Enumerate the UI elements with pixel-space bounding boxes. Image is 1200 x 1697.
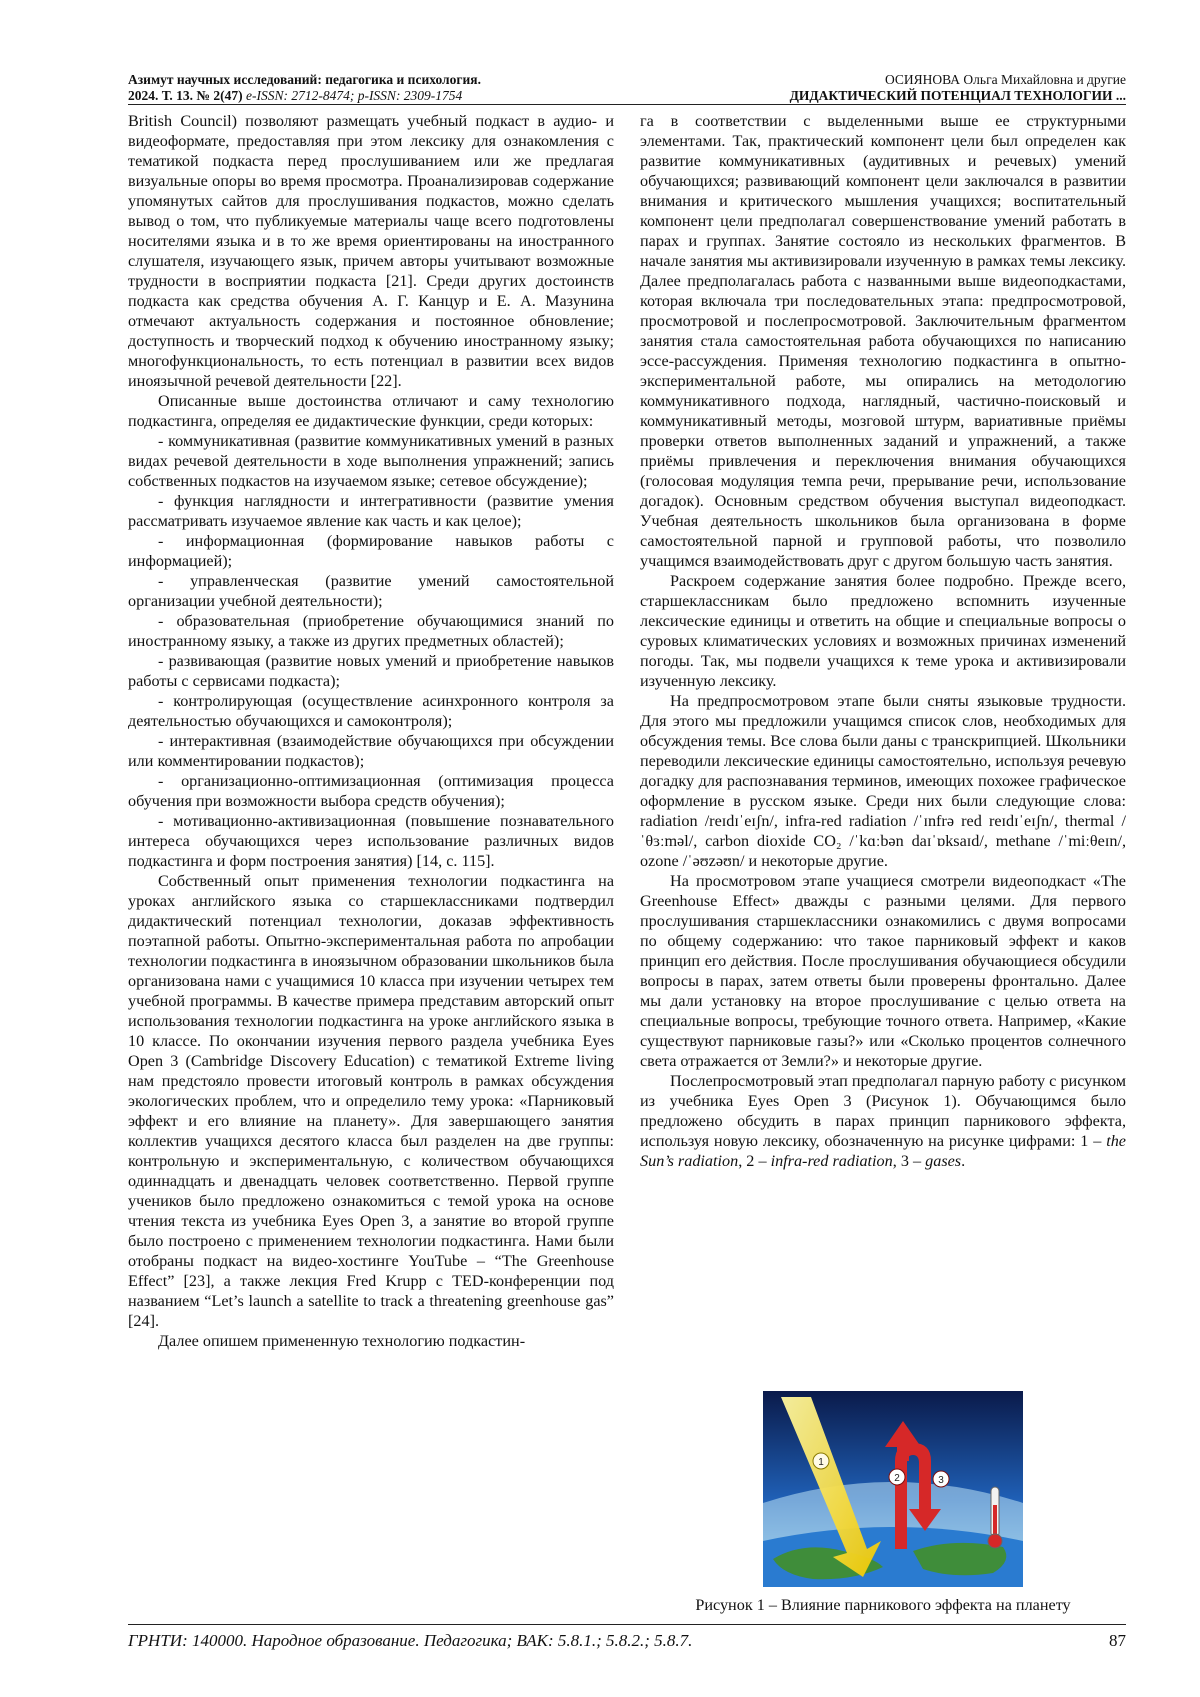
paragraph: Далее опишем примененную технологию подкастин-: [158, 1332, 526, 1350]
list-item: - организационно-оптимизационная (оптимизация процесса обучения при возможности выбора средств обучения);: [128, 772, 614, 810]
paragraph: га в соответствии с выделенными выше ее структурными элементами. Так, практический компонент цели был определен как развитие коммуникативных (аудитивных и речевых) умений обучающихся; развивающий компонент цели заключался в развитии внимания и критического мышления учащихся; воспитательный компонент цели предполагал совершенствование умений работать в парах и группах. Занятие состояло из нескольких фрагментов. В начале занятия мы активизировали изученную в рамках темы лексику. Далее предполагалась работа с названными выше видеоподкастами, которая включала три последовательных этапа: предпросмотровой, просмотровой и послепросмотровой. Заключительным фрагментом занятия стала самостоятельная работа обучающихся по написанию эссе-рассуждения. Применяя технологию подкастинга в опытно-экспериментальной работе, мы опирались на методологию коммуникативного подхода, наглядный, частично-поисковый и коммуникативный методы, мозговой штурм, вариативные приёмы проверки ответов выполненных заданий и упражнений, а также приёмы привлечения и переключения внимания обучающихся (голосовая модуляция темпа речи, прерывание речи, использование догадок). Основным средством обучения выступал видеоподкаст. Учебная деятельность школьников была организована в форме самостоятельной парной и групповой работы, что позволило учащимся взаимодействовать друг с другом большую часть занятия.: [640, 112, 1126, 570]
journal-issue: [128, 88, 481, 104]
list-item: - образовательная (приобретение обучающимися знаний по иностранному языку, а также из других предметных областей);: [128, 612, 614, 650]
paragraph: Описанные выше достоинства отличают и саму технологию подкастинга, определяя ее дидактические функции, среди которых:: [128, 392, 614, 430]
page-footer: [128, 1630, 1126, 1652]
list-item: - контролирующая (осуществление асинхронного контроля за деятельностью обучающихся и самоконтроля);: [128, 692, 614, 730]
paragraph: На просмотровом этапе учащиеся смотрели видеоподкаст «The Greenhouse Effect» дважды с разными целями. Для первого прослушивания старшеклассники ознакомились с двумя вопросами по общему содержанию: что такое парниковый эффект и каков принцип его действия. После прослушивания обучающиеся обсудили вопросы в парах, затем ответы были проверены фронтально. Далее мы дали установку на второе прослушивание с целью ответа на специальные вопросы, требующие точного ответа. Например, «Какие существуют парниковые газы?» или «Сколько процентов солнечного света отражается от Земли?» и некоторые другие.: [640, 872, 1126, 1070]
term-suns-radiation: the Sun’s radiation: [640, 1132, 1126, 1170]
list-item: - развивающая (развитие новых умений и приобретение навыков работы с сервисами подкаста);: [128, 652, 614, 690]
volume: 2024. Т. 13. № 2(47): [128, 88, 243, 103]
list-item: - мотивационно-активизационная (повышение познавательного интереса обучающихся через использование различных видов подкастинга и форм построения занятия) [14, с. 115].: [128, 812, 614, 870]
paragraph: Раскроем содержание занятия более подробно. Прежде всего, старшеклассникам было предложено вспомнить изученные лексические единицы и ответить на общие и специальные вопросы о суровых климатических условиях и возможных причинах изменений погоды. Так, мы подвели учащихся к теме урока и активизировали изученную лексику.: [640, 572, 1126, 690]
header-divider: [128, 104, 1126, 105]
greenhouse-figure: [763, 1391, 1023, 1587]
figure-label-3: 3: [938, 1475, 944, 1486]
separator: , 3 –: [892, 1152, 926, 1170]
list-item: - управленческая (развитие умений самостоятельной организации учебной деятельности);: [128, 572, 614, 610]
issn: e-ISSN: 2712-8474; p-ISSN: 2309-1754: [245, 88, 463, 103]
list-item: - функция наглядности и интегративности (развитие умения рассматривать изучаемое явление как часть и как целое);: [128, 492, 614, 530]
footer-divider: [128, 1624, 1126, 1625]
paragraph-text: Послепросмотровый этап предполагал парную работу с рисунком из учебника Eyes Open 3 (Рисунок 1). Обучающимся было предложено обсудить в парах принцип парникового эффекта, используя новую лексику, обозначенную на рисунке цифрами: 1 –: [640, 1072, 1126, 1150]
figure-label-2: 2: [894, 1473, 900, 1484]
figure-caption: Рисунок 1 – Влияние парникового эффекта на планету: [695, 1596, 1071, 1614]
page-header: [128, 72, 1126, 106]
separator: , 2 –: [738, 1152, 771, 1170]
paragraph-end: .: [961, 1152, 966, 1170]
journal-info: [128, 72, 481, 104]
paragraph: Собственный опыт применения технологии подкастинга на уроках английского языка со старшеклассниками подтвердил дидактический потенциал технологии, доказав эффективность поэтапной работы. Опытно-экспериментальная работа по апробации технологии подкастинга в иноязычном образовании школьников была организована нами с учащимися 10 класса при изучении четырех тем учебной программы. В качестве примера представим авторский опыт использования технологии подкастинга на уроке английского языка в 10 классе. По окончании изучения первого раздела учебника Eyes Open 3 (Cambridge Discovery Education) с тематикой Extreme living нам предстояло провести итоговый контроль в рамках обсуждения экологических проблем, что и определило тему урока: «Парниковый эффект и его влияние на планету». Для завершающего занятия коллектив учащихся десятого класса был разделен на две группы: контрольную и экспериментальную, с количеством обучающихся одиннадцать и двенадцать человек соответственно. Первой группе учеников было предложено ознакомиться с темой урока на основе чтения текста из учебника Eyes Open 3, а занятие во второй группе было построено с применением технологии подкастинга. Нами были отобраны подкаст на видео-хостинге YouTube – “The Greenhouse Effect” [23], а также лекция Fred Krupp с TED-конференции под названием “Let’s launch a satellite to track a threatening greenhouse gas” [24].: [128, 872, 614, 1330]
footer-text: ГРНТИ: 140000. Народное образование. Педагогика; ВАК: 5.8.1.; 5.8.2.; 5.8.7.: [128, 1631, 693, 1650]
article-info: [790, 72, 1126, 104]
authors: ОСИЯНОВА Ольга Михайловна и другие: [884, 72, 1126, 87]
figure-label-1: 1: [818, 1457, 824, 1468]
term-gases: gases: [925, 1152, 962, 1170]
left-column: [128, 111, 614, 1351]
page-number: 87: [1109, 1631, 1126, 1650]
list-item: - коммуникативная (развитие коммуникативных умений в разных видах речевой деятельности в ходе выполнения упражнений; запись собственных подкастов на изучаемом языке; сетевое обсуждение);: [128, 432, 614, 490]
journal-name: Азимут научных исследований: педагогика и психология.: [128, 72, 481, 87]
greenhouse-illustration: [763, 1391, 1023, 1587]
paragraph: British Council) позволяют размещать учебный подкаст в аудио- и видеоформате, предоставляя при этом лексику для ознакомления с тематикой подкаста перед прослушиванием или же предлагая визуальные опоры во время просмотра. Проанализировав содержание упомянутых сайтов для прослушивания подкастов, можно сделать вывод о том, что публикуемые материалы чаще всего подготовлены носителями языка и в то же время ориентированы на иностранного слушателя, изучающего язык, причем авторы учитывают возможные трудности в восприятии подкаста [21]. Среди других достоинств подкаста как средства обучения А. Г. Канцур и Е. А. Мазунина отмечают актуальность содержания и постоянное обновление; доступность и творческий подход к обучению иностранному языку; многофункциональность, то есть потенциал в развитии всех видов иноязычной речевой деятельности [22].: [128, 112, 614, 390]
paragraph: На предпросмотровом этапе были сняты языковые трудности. Для этого мы предложили учащимся список слов, необходимых для обсуждения темы. Все слова были даны с транскрипцией. Школьники переводили лексические единицы самостоятельно, используя речевую догадку для распознавания терминов, имеющих похожее графическое оформление в русском языке. Среди них были следующие слова: radiation /reɪdɪˈeɪʃn/, infra-red radiation /ˈɪnfrə red reɪdɪˈeɪʃn/, thermal /ˈθɜːməl/, carbon dioxide CO₂ /ˈkɑːbən daɪˈɒksaɪd/, methane /ˈmiːθeɪn/, ozone /ˈəʊzəʊn/ и некоторые другие.: [640, 692, 1126, 870]
right-column: [640, 111, 1126, 1171]
list-item: - интерактивная (взаимодействие обучающихся при обсуждении или комментировании подкастов);: [128, 732, 614, 770]
running-title: ДИДАКТИЧЕСКИЙ ПОТЕНЦИАЛ ТЕХНОЛОГИИ ...: [789, 88, 1126, 103]
paragraph: [640, 1071, 1126, 1171]
list-item: - информационная (формирование навыков работы с информацией);: [128, 532, 614, 570]
term-infrared-radiation: infra-red radiation: [770, 1152, 893, 1170]
thermometer-bulb: [988, 1534, 1002, 1548]
